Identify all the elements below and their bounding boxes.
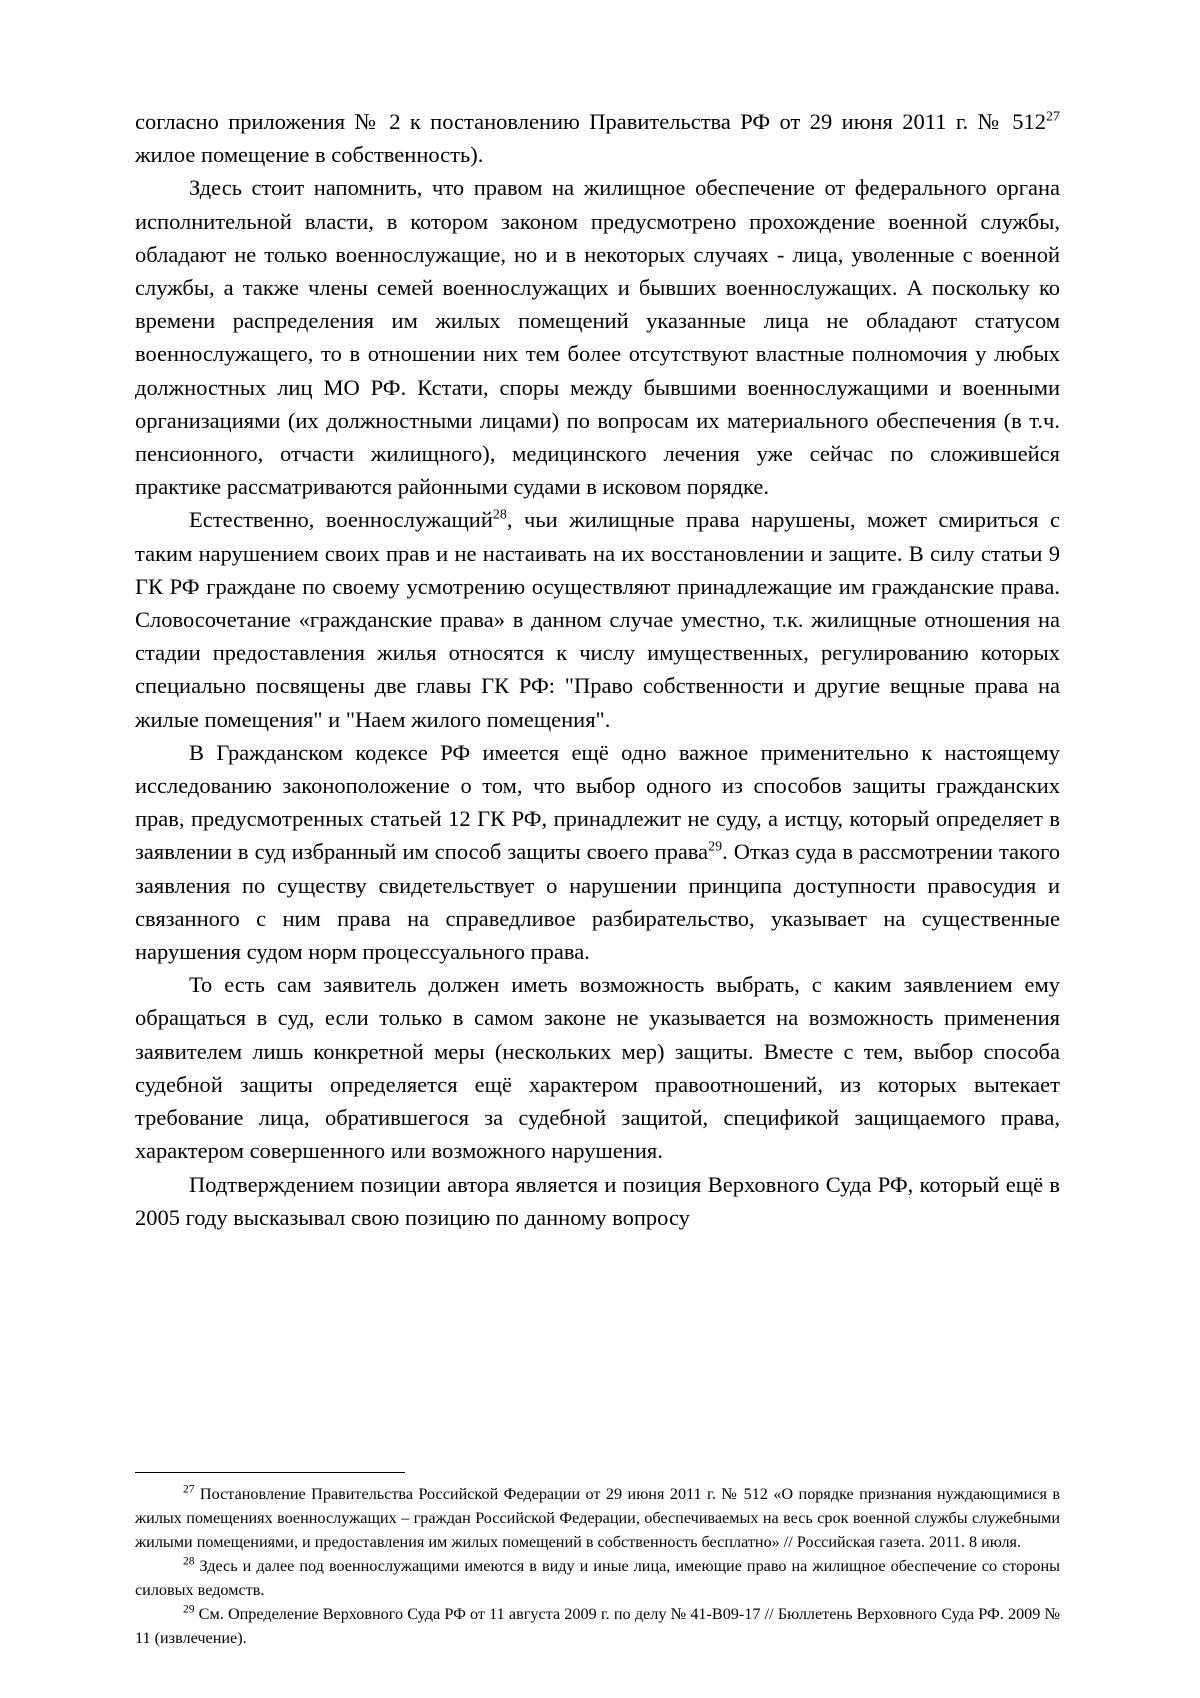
text-run: Здесь стоит напомнить, что правом на жилищное обеспечение от федерального органа исполнительной власти, в котором законом предусмотрено прохождение военной службы, обладают не только военнослужащие, но и в некоторых случаях - лица, уволенные с военной службы, а также члены семей военнослужащих и бывших военнослужащих. А поскольку ко времени распределения им жилых помещений указанные лица не обладают статусом военнослужащего, то в отношении них тем более отсутствуют властные полномочия у любых должностных лиц МО РФ. Кстати, споры между бывшими военнослужащими и военными организациями (их должностными лицами) по вопросам их материального обеспечения (в т.ч. пенсионного, отчасти жилищного), медицинского лечения уже сейчас по сложившейся практике рассматриваются районными судами в исковом порядке. [135,175,1060,500]
footnote-marker-28: 28 [183,1555,195,1568]
text-run: жилое помещение в собственность). [135,142,484,168]
footnote-marker-29: 29 [183,1603,195,1616]
footnote-text: См. Определение Верховного Суда РФ от 11 августа 2009 г. по делу № 41-В09-17 // Бюллетень Верховного Суда РФ. 2009 № 11 (извлечение). [135,1605,1060,1647]
paragraph-zdes-stoit [135,171,1060,503]
footnote-text: Здесь и далее под военнослужащими имеются в виду и иные лица, имеющие право на жилищное обеспечение со стороны силовых ведомств. [135,1557,1060,1599]
text-run: Подтверждением позиции автора является и позиция Верховного Суда РФ, который ещё в 2005 году высказывал свою позицию по данному вопросу [135,1171,1060,1230]
paragraph-to-est-sam-zayavitel [135,968,1060,1167]
text-run: В Гражданском кодексе РФ имеется ещё одно важное применительно к настоящему исследованию законоположение о том, что выбор одного из способов защиты гражданских прав, предусмотренных статьей 12 ГК РФ, принадлежит не суду, а истцу, который определяет в заявлении в суд избранный им способ защиты своего права [135,739,1060,865]
footnote-28 [135,1554,1060,1602]
text-run: . Отказ суда в рассмотрении такого заявления по существу свидетельствует о нарушении принципа доступности правосудия и связанного с ним права на справедливое разбирательство, указывает на существенные нарушения судом норм процессуального права. [135,839,1060,965]
footnote-separator-rule [135,1472,405,1473]
footnote-ref-29[interactable]: 29 [708,839,723,855]
footnote-marker-27: 27 [183,1483,195,1496]
footnote-27 [135,1482,1060,1554]
paragraph-podtverzhdeniem-pozitsii [135,1168,1060,1234]
document-body [135,105,1060,1234]
paragraph-estestvenno [135,503,1060,735]
footnote-ref-28[interactable]: 28 [492,507,507,523]
text-run: То есть сам заявитель должен иметь возможность выбрать, с каким заявлением ему обращаться в суд, если только в самом законе не указывается на возможность применения заявителем лишь конкретной меры (нескольких мер) защиты. Вместе с тем, выбор способа судебной защиты определяется ещё характером правоотношений, из которых вытекает требование лица, обратившегося за судебной защитой, спецификой защищаемого права, характером совершенного или возможного нарушения. [135,972,1060,1164]
paragraph-v-grazhdanskom-kodekse [135,736,1060,968]
paragraph-continuation [135,105,1060,171]
footnote-ref-27[interactable]: 27 [1046,109,1060,125]
text-run: согласно приложения № 2 к постановлению Правительства РФ от 29 июня 2011 г. № 512 [135,109,1046,134]
footnote-section [135,1472,1060,1650]
footnote-text: Постановление Правительства Российской Федерации от 29 июня 2011 г. № 512 «О порядке признания нуждающимися в жилых помещениях военнослужащих – граждан Российской Федерации, обеспечиваемых на весь срок военной службы служебными жилыми помещениями, и предоставления им жилых помещений в собственность бесплатно» // Российская газета. 2011. 8 июля. [135,1485,1060,1551]
text-run: , чьи жилищные права нарушены, может смириться с таким нарушением своих прав и не настаивать на их восстановлении и защите. В силу статьи 9 ГК РФ граждане по своему усмотрению осуществляют принадлежащие им гражданские права. Словосочетание «гражданские права» в данном случае уместно, т.к. жилищные отношения на стадии предоставления жилья относятся к числу имущественных, регулированию которых специально посвящены две главы ГК РФ: "Право собственности и другие вещные права на жилые помещения" и "Наем жилого помещения". [135,507,1060,732]
text-run: Естественно, военнослужащий [189,507,493,533]
footnote-29 [135,1602,1060,1650]
